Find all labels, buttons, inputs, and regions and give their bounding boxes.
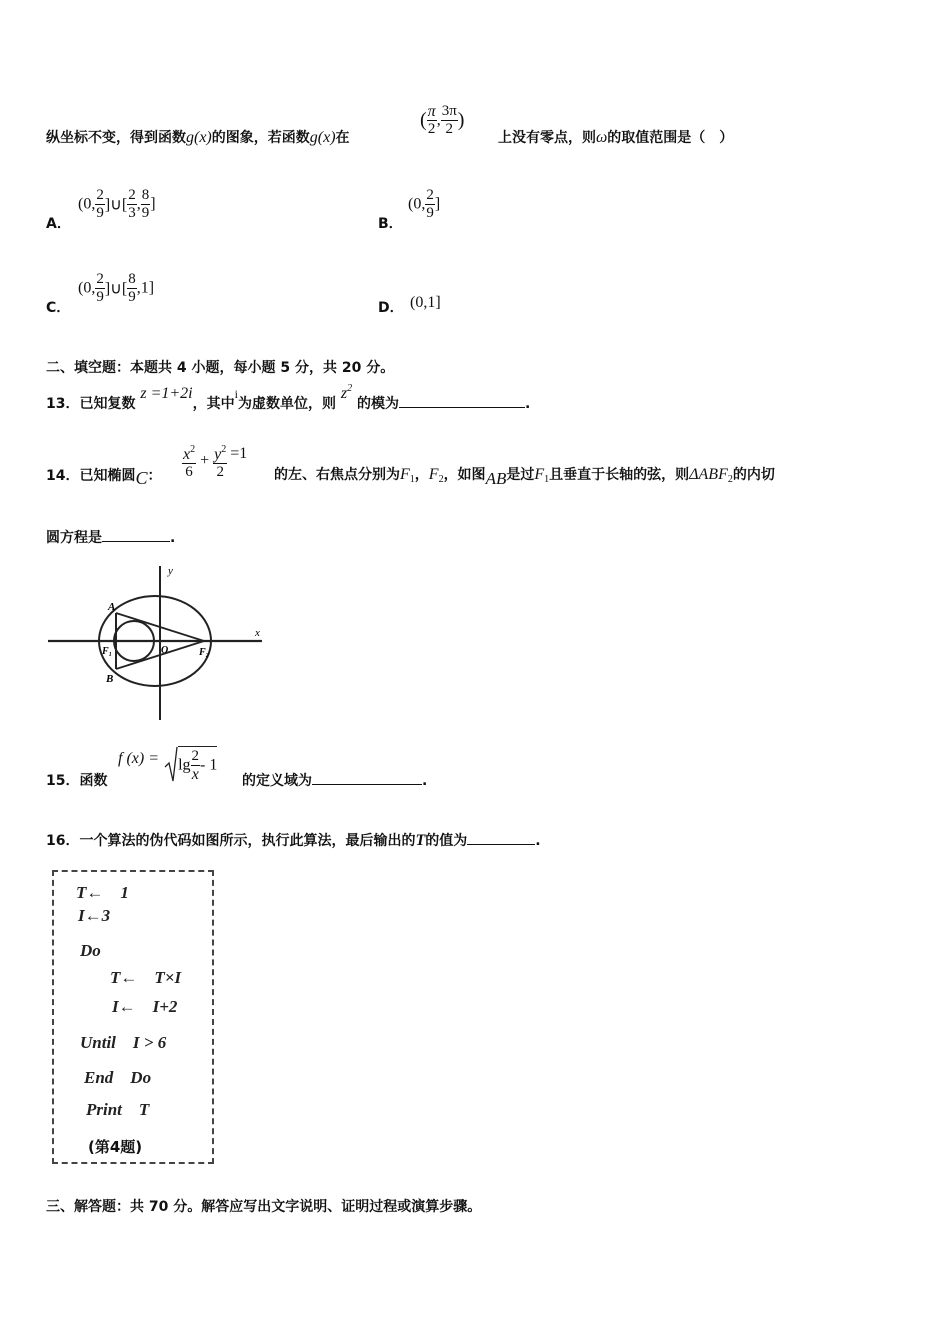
q15-text: 的定义域为 [242,773,312,789]
option-letter: B． [378,216,403,232]
complex-z-expr: z =1+2i [140,385,193,402]
option-letter: C． [46,300,71,316]
frac-den: 6 [185,464,193,480]
option-letter: A． [46,216,71,232]
q16-text: 16．一个算法的伪代码如图所示，执行此算法，最后输出的 [46,833,416,849]
label-a: A [108,601,116,613]
label-f1: F₁ [102,646,113,657]
answer-blank-14[interactable] [102,527,170,542]
option-b-letter[interactable] [378,213,403,233]
frac-den: 2 [445,121,453,137]
code-line-6: Until I > 6 [80,1033,167,1052]
question-14-line2 [46,527,175,547]
q14-text: 且垂直于长轴的弦，则 [549,467,690,483]
q14-text: 14．已知椭圆 [46,468,136,484]
option-d-expr: (0,1] [410,294,441,311]
frac-den: 9 [96,205,104,221]
question-14-line1b [274,464,775,488]
option-letter: D． [378,300,404,316]
question-13 [46,383,531,413]
radical-sign [164,745,178,783]
code-line-4: T← T×I [110,968,182,987]
label-f2: F₂ [199,647,210,658]
z-squared: $z^2$ [340,383,353,402]
frac-den: 9 [141,205,150,221]
q13-text: ，其中 [192,396,235,412]
q13-text: 13．已知复数 [46,396,136,412]
imag-unit: i [234,387,238,401]
frac-num: $x^2$ [182,441,196,464]
frac-num: $y^2$ [213,441,227,464]
answer-blank-13[interactable] [399,393,525,408]
q14-text: 的内切 [732,467,775,483]
option-a-expr: (0, $\frac{2}{9}$ ]∪[ $\frac{2}{3}$ , $\frac{8}{9}$ ] [78,187,156,221]
frac-den: 2 [216,464,224,480]
q16-text: 的值为 [425,833,468,849]
frac-num: 2 [96,271,104,287]
ellipse-c: C [135,468,148,488]
frac-num: 2 [191,747,200,764]
interval-expression: ( $\frac{\pi}{2}$ , $\frac{3\pi}{2}$ ) [420,103,465,137]
section-3-heading: 三、解答题：共 70 分。解答应写出文字说明、证明过程或演算步骤。 [46,1199,482,1215]
gx-expr: g(x) [309,129,336,146]
option-c-expr: (0, $\frac{2}{9}$ ]∪[ $\frac{8}{9}$ ,1] [78,271,155,305]
question-14-line1 [46,464,162,488]
code-line-1: T← 1 [76,883,129,902]
gx-expr: g(x) [186,129,212,146]
q13-text: 的模为 [356,396,399,412]
label-x: x [255,627,260,639]
ellipse-equation: $\frac{x^2}{6}$ + $\frac{y^2}{2}$ =1 [182,441,247,481]
label-b: B [106,673,114,685]
frac-num: 8 [128,271,136,287]
triangle-abf2: $\Delta ABF_2$ [689,466,733,485]
q12-line-end [498,127,733,147]
code-line-2: I←3 [78,906,111,925]
code-line-5: I← I+2 [112,997,178,1016]
fx-label: f (x) = [118,749,159,767]
minus-one: - 1 [200,756,218,773]
q12-line [46,127,350,147]
q12-text: 的取值范围是（ ） [607,130,734,146]
q14-text: 圆方程是 [46,530,102,546]
omega-symbol: ω [596,129,608,146]
option-d-letter[interactable] [378,297,404,317]
q12-text: 的图象，若函数 [211,130,310,146]
q14-text: ， [414,467,429,483]
code-line-3: Do [80,941,101,960]
figure-caption: (第4题) [88,1138,143,1156]
code-line-8: Print T [86,1100,150,1119]
sqrt-function-expr [118,745,217,783]
frac-num: 2 [426,187,434,203]
code-line-7: End Do [84,1068,152,1087]
answer-blank-16[interactable] [467,830,535,845]
option-a-letter[interactable] [46,213,71,233]
q14-text: 的左、右焦点分别为 [274,467,400,483]
answer-blank-15[interactable] [312,770,422,785]
q14-text: 是过 [506,467,535,483]
label-o: O [161,645,169,656]
question-16 [46,830,541,850]
period: . [535,833,541,849]
period: . [524,396,531,412]
frac-den: 9 [96,289,104,305]
frac-num: 8 [141,187,150,203]
frac-den: 3 [128,205,136,221]
q15-text: 15．函数 [46,773,108,789]
equals-one: =1 [230,444,248,462]
frac-den: 9 [426,205,434,221]
question-15-end [242,770,427,790]
q14-text: ，如图 [443,467,486,483]
frac-num: 2 [128,187,136,203]
q12-text: 在 [335,130,350,146]
option-c-letter[interactable] [46,297,70,317]
q12-text: 上没有零点，则 [498,130,596,146]
q14-text: ： [147,468,162,484]
period: . [170,530,176,546]
section-2-heading: 二、填空题：本题共 4 小题，每小题 5 分，共 20 分。 [46,360,395,376]
focus-f1: $F_1$ [400,466,415,485]
q13-text: 为虚数单位，则 [237,396,336,412]
var-t: T [415,832,426,849]
frac-num: 3π [441,103,457,119]
focus-f1: $F_1$ [534,466,550,485]
ellipse-figure [44,562,274,724]
question-15 [46,770,107,790]
frac-den: 9 [128,289,136,305]
frac-num: π [427,103,436,120]
frac-den: 2 [427,121,436,137]
chord-ab: AB [485,469,507,488]
q12-text: 纵坐标不变，得到函数 [46,130,186,146]
frac-num: 2 [96,187,104,203]
option-b-expr: (0, $\frac{2}{9}$ ] [408,187,441,221]
lg-func: lg [178,756,191,773]
focus-f2: $F_2$ [428,466,444,485]
period: . [422,773,428,789]
label-y: y [168,565,173,577]
frac-den: x [191,765,199,783]
